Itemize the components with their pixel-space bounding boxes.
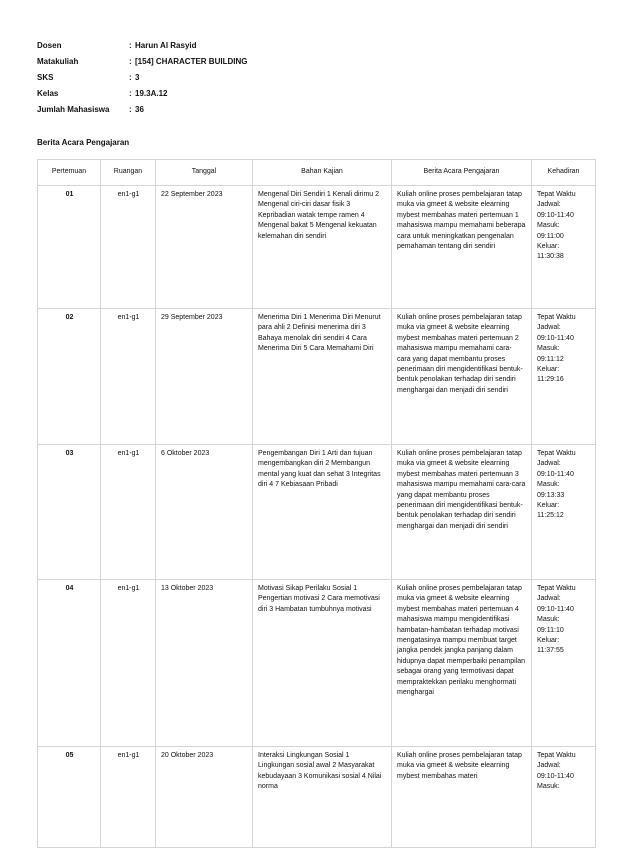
cell-kehadiran bbox=[532, 580, 596, 747]
cell-bahan-kajian: Mengenal Diri Sendiri 1 Kenali dirimu 2 Mengenal ciri-ciri dasar fisik 3 Kepribadian watak tempe ramen 4 Mengenal bakat 5 Mengenal kekuatan kelemahan diri sendiri bbox=[253, 186, 392, 309]
kehadiran-label: Masuk: bbox=[537, 481, 560, 489]
cell-pertemuan: 03 bbox=[38, 445, 101, 580]
kehadiran-label: Jadwal: bbox=[537, 595, 561, 603]
kehadiran-value: 09:10-11:40 bbox=[537, 470, 574, 478]
kehadiran-label: Jadwal: bbox=[537, 460, 561, 468]
table-header-row bbox=[38, 160, 596, 186]
header-berita-acara: Berita Acara Pengajaran bbox=[392, 160, 532, 186]
cell-berita-acara: Kuliah online proses pembelajaran tatap muka via gmeet & website elearning mybest membahas materi pertemuan 3 mahasiswa mampu memahami cara-cara yang dapat membantu proses penerimaan diri mengidentifikasi bentuk-bentuk penolakan terhadap diri sendiri menghargai dan menjadi diri sendiri bbox=[392, 445, 532, 580]
info-separator: : bbox=[129, 73, 132, 82]
header-bahan-kajian: Bahan Kajian bbox=[253, 160, 392, 186]
kehadiran-value: 11:30:38 bbox=[537, 253, 564, 261]
cell-berita-acara: Kuliah online proses pembelajaran tatap muka via gmeet & website elearning mybest membahas materi pertemuan 1 mahasiswa mampu memahami beberapa cara untuk meningkatkan pengenalan pemahaman tentang diri sendiri bbox=[392, 186, 532, 309]
info-row-jumlah-mahasiswa bbox=[37, 102, 247, 118]
cell-tanggal: 6 Oktober 2023 bbox=[156, 445, 253, 580]
header-pertemuan: Pertemuan bbox=[38, 160, 101, 186]
cell-pertemuan: 05 bbox=[38, 747, 101, 848]
cell-pertemuan: 04 bbox=[38, 580, 101, 747]
kehadiran-label: Keluar: bbox=[537, 502, 560, 510]
berita-acara-table bbox=[37, 159, 596, 848]
table-row bbox=[38, 186, 596, 309]
kehadiran-label: Masuk: bbox=[537, 616, 560, 624]
info-row-kelas bbox=[37, 86, 247, 102]
cell-bahan-kajian: Interaksi Lingkungan Sosial 1 Lingkungan sosial awal 2 Masyarakat kebudayaan 3 Komunikasi sosial 4 Nilai norma bbox=[253, 747, 392, 848]
cell-ruangan: en1-g1 bbox=[101, 747, 156, 848]
info-value: 36 bbox=[135, 105, 144, 114]
info-row-matakuliah bbox=[37, 54, 247, 70]
cell-tanggal: 13 Oktober 2023 bbox=[156, 580, 253, 747]
kehadiran-label: Masuk: bbox=[537, 783, 560, 791]
header-tanggal: Tanggal bbox=[156, 160, 253, 186]
table-row bbox=[38, 580, 596, 747]
info-separator: : bbox=[129, 57, 132, 66]
info-separator: : bbox=[129, 41, 132, 50]
cell-kehadiran bbox=[532, 186, 596, 309]
kehadiran-value: 09:11:12 bbox=[537, 355, 564, 363]
cell-berita-acara: Kuliah online proses pembelajaran tatap muka via gmeet & website elearning mybest membahas materi bbox=[392, 747, 532, 848]
cell-kehadiran bbox=[532, 747, 596, 848]
kehadiran-label: Keluar: bbox=[537, 637, 560, 645]
info-row-sks bbox=[37, 70, 247, 86]
info-separator: : bbox=[129, 105, 132, 114]
kehadiran-status: Tepat Waktu bbox=[537, 585, 576, 592]
info-label: Dosen bbox=[37, 41, 62, 50]
kehadiran-value: 09:10-11:40 bbox=[537, 211, 574, 219]
kehadiran-value: 11:25:12 bbox=[537, 512, 564, 520]
info-label: Matakuliah bbox=[37, 57, 79, 66]
info-row-dosen bbox=[37, 38, 247, 54]
cell-ruangan: en1-g1 bbox=[101, 445, 156, 580]
kehadiran-label: Keluar: bbox=[537, 366, 560, 374]
kehadiran-status: Tepat Waktu bbox=[537, 191, 576, 198]
info-label: Kelas bbox=[37, 89, 59, 98]
table-row bbox=[38, 747, 596, 848]
section-title: Berita Acara Pengajaran bbox=[37, 138, 130, 147]
cell-kehadiran bbox=[532, 445, 596, 580]
kehadiran-value: 09:11:00 bbox=[537, 232, 564, 240]
cell-tanggal: 22 September 2023 bbox=[156, 186, 253, 309]
kehadiran-value: 09:10-11:40 bbox=[537, 605, 574, 613]
cell-tanggal: 29 September 2023 bbox=[156, 309, 253, 445]
header-ruangan: Ruangan bbox=[101, 160, 156, 186]
kehadiran-value: 09:10-11:40 bbox=[537, 334, 574, 342]
info-label: Jumlah Mahasiswa bbox=[37, 105, 110, 114]
cell-kehadiran bbox=[532, 309, 596, 445]
info-value: 3 bbox=[135, 73, 140, 82]
kehadiran-status: Tepat Waktu bbox=[537, 314, 576, 321]
cell-berita-acara: Kuliah online proses pembelajaran tatap muka via gmeet & website elearning mybest membahas materi pertemuan 4 mahasiswa mampu mengidentifikasi hambatan-hambatan terhadap motivasi mengatasinya mampu membuat target jangka pendek jangka panjang dalam hidupnya dapat memperbaiki penampilan sebagai orang yang termotivasi dapat mempraktekkan perilaku menghormati menghargai bbox=[392, 580, 532, 747]
kehadiran-value: 11:37:55 bbox=[537, 647, 564, 655]
course-info bbox=[37, 38, 247, 118]
cell-ruangan: en1-g1 bbox=[101, 186, 156, 309]
kehadiran-label: Keluar: bbox=[537, 243, 560, 251]
info-value: [154] CHARACTER BUILDING bbox=[135, 57, 248, 66]
kehadiran-label: Masuk: bbox=[537, 345, 560, 353]
cell-bahan-kajian: Pengembangan Diri 1 Arti dan tujuan mengembangkan diri 2 Membangun mental yang kuat dan sehat 3 Integritas diri 4 7 Kebiasaan Pribadi bbox=[253, 445, 392, 580]
info-value: Harun Al Rasyid bbox=[135, 41, 197, 50]
table-row bbox=[38, 445, 596, 580]
kehadiran-label: Jadwal: bbox=[537, 324, 561, 332]
kehadiran-label: Jadwal: bbox=[537, 762, 561, 770]
cell-berita-acara: Kuliah online proses pembelajaran tatap muka via gmeet & website elearning mybest membahas materi pertemuan 2 mahasiswa mampu memahami cara- cara yang dapat membantu proses penerimaan diri mengidentifikasi bentuk-bentuk penolakan terhadap diri sendiri menghargai dan menjadi diri sendiri bbox=[392, 309, 532, 445]
cell-ruangan: en1-g1 bbox=[101, 580, 156, 747]
kehadiran-value: 09:13:33 bbox=[537, 491, 565, 499]
kehadiran-value: 09:10-11:40 bbox=[537, 772, 574, 780]
kehadiran-label: Jadwal: bbox=[537, 201, 561, 209]
info-label: SKS bbox=[37, 73, 54, 82]
cell-pertemuan: 02 bbox=[38, 309, 101, 445]
header-kehadiran: Kehadiran bbox=[532, 160, 596, 186]
cell-bahan-kajian: Motivasi Sikap Perilaku Sosial 1 Pengertian motivasi 2 Cara memotivasi diri 3 Hambatan tumbuhnya motivasi bbox=[253, 580, 392, 747]
kehadiran-value: 09:11:10 bbox=[537, 626, 564, 634]
cell-tanggal: 20 Oktober 2023 bbox=[156, 747, 253, 848]
cell-ruangan: en1-g1 bbox=[101, 309, 156, 445]
kehadiran-value: 11:29:16 bbox=[537, 376, 564, 384]
cell-bahan-kajian: Menerima Diri 1 Menerima Diri Menurut para ahli 2 Definisi menerima diri 3 Bahaya menolak diri sendiri 4 Cara Menerima Diri 5 Cara Memahami Diri bbox=[253, 309, 392, 445]
kehadiran-status: Tepat Waktu bbox=[537, 752, 576, 759]
kehadiran-label: Masuk: bbox=[537, 222, 560, 230]
info-value: 19.3A.12 bbox=[135, 89, 168, 98]
info-separator: : bbox=[129, 89, 132, 98]
cell-pertemuan: 01 bbox=[38, 186, 101, 309]
kehadiran-status: Tepat Waktu bbox=[537, 450, 576, 457]
table-row bbox=[38, 309, 596, 445]
